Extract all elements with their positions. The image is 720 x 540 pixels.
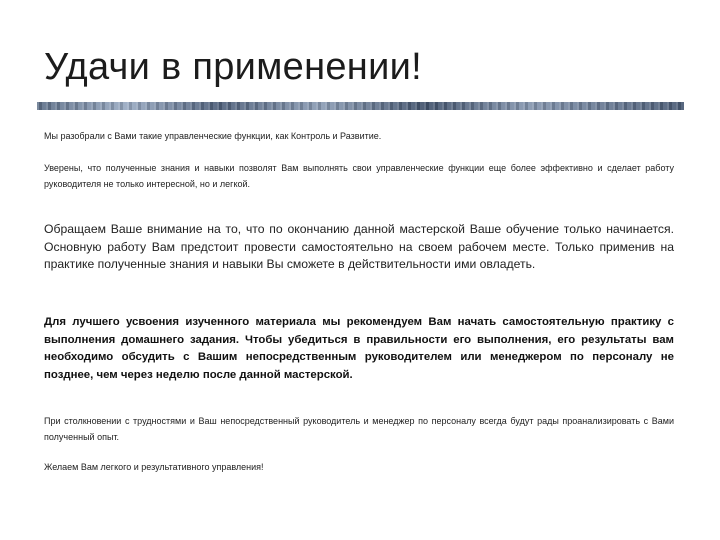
paragraph-intro: Мы разобрали с Вами такие управленческие функции, как Контроль и Развитие. <box>44 131 382 141</box>
paragraph-difficulties: При столкновении с трудностями и Ваш непосредственный руководитель и менеджер по персоналу всегда будут рады проанализировать с Вами полученный опыт. <box>44 416 674 442</box>
slide-title: Удачи в применении! <box>44 46 422 88</box>
paragraph-closing: Желаем Вам легкого и результативного управления! <box>44 462 264 472</box>
paragraph-attention: Обращаем Ваше внимание на то, что по окончанию данной мастерской Ваше обучение только начинается. Основную работу Вам предстоит провести самостоятельно на своем рабочем месте. Только применив на практике полученные знания и навыки Вы сможете в действительности ими овладеть. <box>44 222 674 271</box>
paragraph-recommendation: Для лучшего усвоения изученного материала мы рекомендуем Вам начать самостоятельную практику с выполнения домашнего задания. Чтобы убедиться в правильности его выполнения, его результаты вам необходимо обсудить с Вашим непосредственным руководителем или менеджером по персоналу не позднее, чем через неделю после данной мастерской. <box>44 316 674 381</box>
paragraph-confidence: Уверены, что полученные знания и навыки позволят Вам выполнять свои управленческие функции еще более эффективно и сделает работу руководителя не только интересной, но и легкой. <box>44 163 674 189</box>
title-divider-bar <box>37 102 684 110</box>
